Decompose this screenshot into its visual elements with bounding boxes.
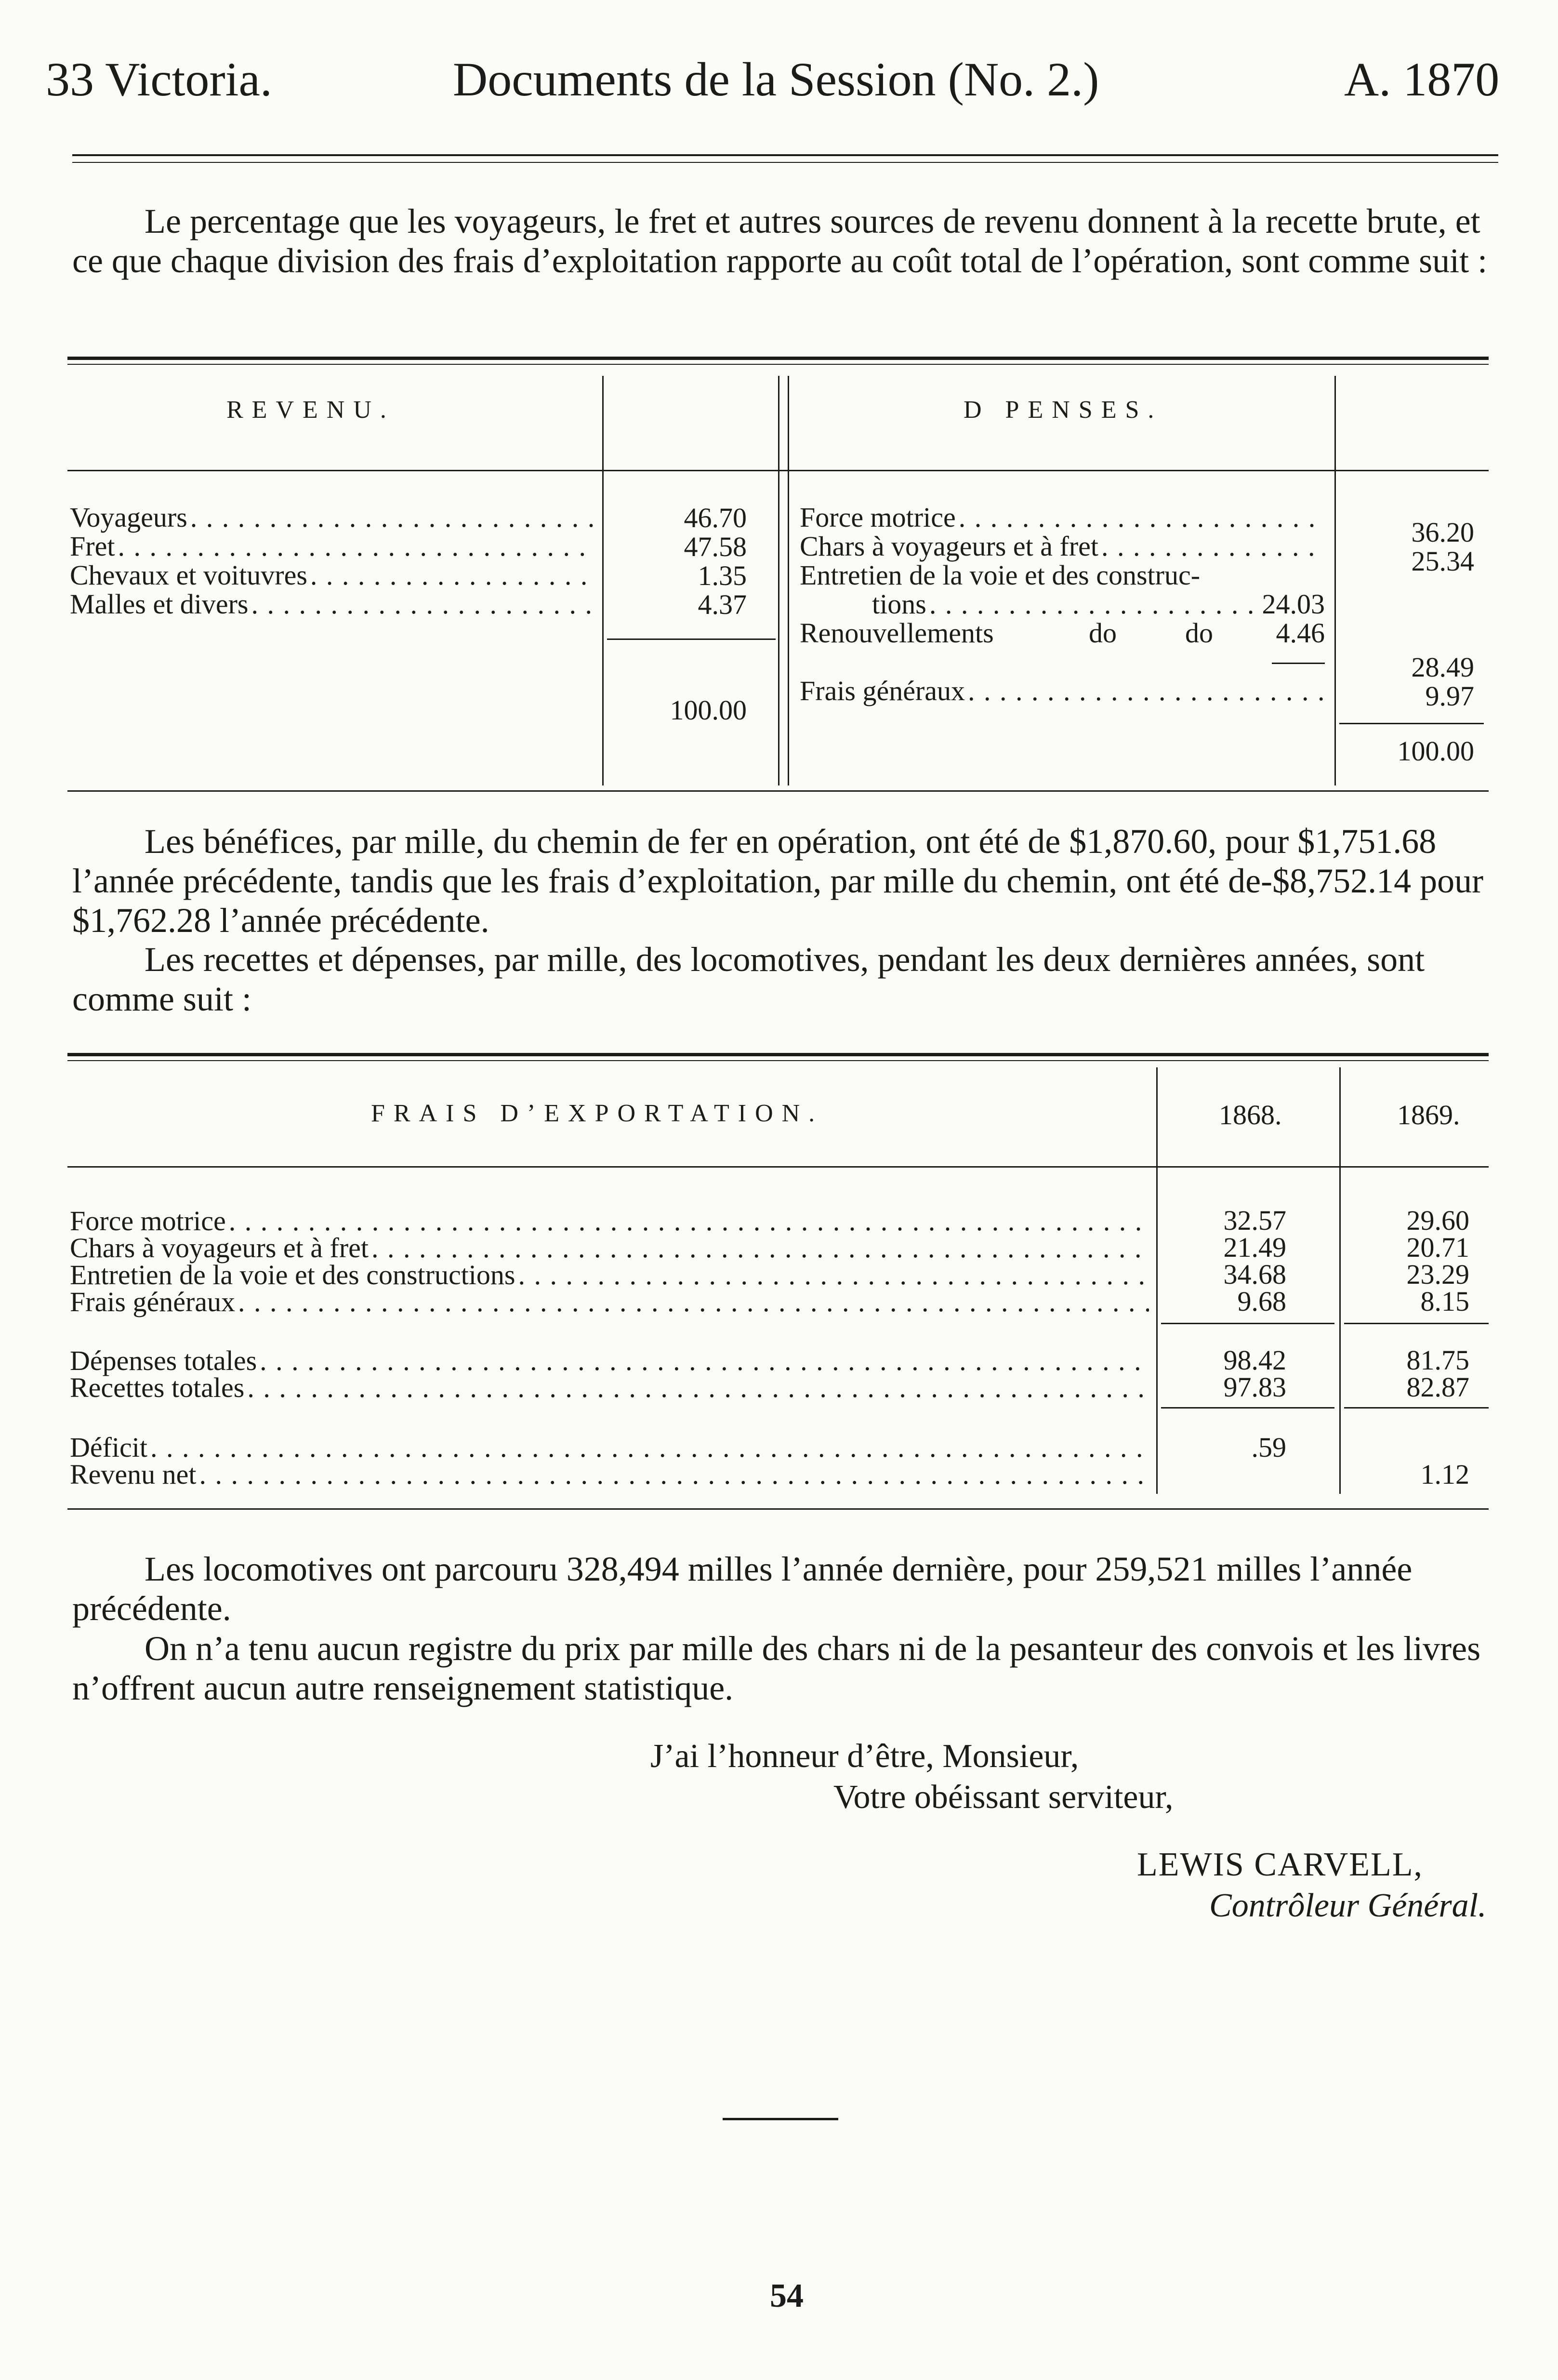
- depense-row: tions . . . 24.03: [800, 590, 1325, 619]
- header-right: A. 1870: [1344, 53, 1500, 106]
- page-number: 54: [770, 2277, 804, 2314]
- depense-row: Entretien de la voie et des construc-: [800, 559, 1201, 591]
- intro-paragraph: Le percentage que les voyageurs, le fret et autres sources de revenu donnent à la recette brute, et ce que chaque division des frais d’exploitation rapporte au coût total de l’opération, sont comme suit :: [72, 202, 1488, 280]
- frais-row: Dépenses totales . . .: [70, 1347, 1149, 1374]
- closing-rule: [723, 2118, 838, 2120]
- depenses-list: [800, 504, 1325, 648]
- depenses-header: D PENSES.: [964, 396, 1163, 424]
- year-1869: 1869.: [1397, 1099, 1460, 1130]
- revenu-header: REVENU.: [226, 396, 395, 424]
- parcours-paragraph: Les locomotives ont parcouru 328,494 milles l’année dernière, pour 259,521 milles l’année précédente.: [72, 1550, 1413, 1628]
- frais-row: Chars à voyageurs et à fret . . .: [70, 1234, 1149, 1261]
- revenu-row: Voyageurs . . .: [70, 504, 595, 532]
- frais-1869-values: 29.60 20.71 23.29 8.15: [1406, 1205, 1469, 1317]
- closing-line-2: Votre obéissant serviteur,: [833, 1779, 1174, 1816]
- revenu-list: [70, 504, 595, 619]
- signature-title: Contrôleur Général.: [1209, 1887, 1487, 1924]
- depense-row: Force motrice . . .: [800, 504, 1325, 532]
- frais-row: Entretien de la voie et des constructions . . .: [70, 1261, 1149, 1288]
- signature-name: LEWIS CARVELL,: [1137, 1846, 1423, 1883]
- locomotives-paragraph: Les recettes et dépenses, par mille, des locomotives, pendant les deux dernières années, sont comme suit :: [72, 940, 1425, 1018]
- totals-1869-values: 81.75 82.87: [1406, 1344, 1469, 1403]
- depenses-values: 36.20 25.34: [1411, 517, 1474, 577]
- registre-paragraph: On n’a tenu aucun registre du prix par mille des chars ni de la pesanteur des convois et les livres n’offrent aucun autre renseignement statistique.: [72, 1629, 1481, 1707]
- revenu-total: 100.00: [670, 694, 747, 726]
- frais-1868-values: 32.57 21.49 34.68 9.68: [1223, 1205, 1286, 1317]
- depenses-subtotals: 28.49 9.97: [1411, 652, 1474, 712]
- revenu-row: Malles et divers . . .: [70, 590, 595, 619]
- revenu-net-row: Revenu net . . .: [70, 1461, 1149, 1488]
- frais-row: Frais généraux . . .: [70, 1288, 1149, 1315]
- frais-group-1: [70, 1207, 1149, 1315]
- header-center: Documents de la Session (No. 2.): [453, 53, 1099, 106]
- totals-1868-values: 98.42 97.83: [1223, 1344, 1286, 1403]
- frais-header: FRAIS D’EXPORTATION.: [371, 1100, 824, 1127]
- frais-generaux-row: Frais généraux . . .: [800, 677, 1325, 705]
- depense-row: Renouvellements do do 4.46: [800, 617, 1325, 649]
- depense-row: Chars à voyageurs et à fret . . .: [800, 532, 1325, 561]
- header-rule-thin: [72, 162, 1498, 163]
- frais-row: Force motrice . . .: [70, 1207, 1149, 1234]
- revenu-row: Chevaux et voituvres . . .: [70, 561, 595, 590]
- revenu-row: Fret . . .: [70, 532, 595, 561]
- deficit-row: Déficit . . .: [70, 1434, 1149, 1461]
- year-1868: 1868.: [1219, 1099, 1282, 1130]
- revenu-values: 46.70 47.58 1.35 4.37: [684, 502, 747, 620]
- deficit-1868: .59: [1251, 1432, 1286, 1463]
- frais-group-2: [70, 1347, 1149, 1401]
- revenu-net-1869: 1.12: [1420, 1459, 1469, 1490]
- frais-group-3: [70, 1434, 1149, 1488]
- depenses-total: 100.00: [1397, 735, 1474, 767]
- header-rule: [72, 154, 1498, 156]
- header-left: 33 Victoria.: [46, 53, 272, 106]
- closing-line-1: J’ai l’honneur d’être, Monsieur,: [650, 1738, 1079, 1775]
- benefices-paragraph: Les bénéfices, par mille, du chemin de fer en opération, ont été de $1,870.60, pour $1,751.68 l’année précédente, tandis que les frais d’exploitation, par mille du chemin, ont été de-$8,752.14 pour $1,762.28 l’année précédente.: [72, 822, 1484, 940]
- frais-row: Recettes totales . . .: [70, 1374, 1149, 1401]
